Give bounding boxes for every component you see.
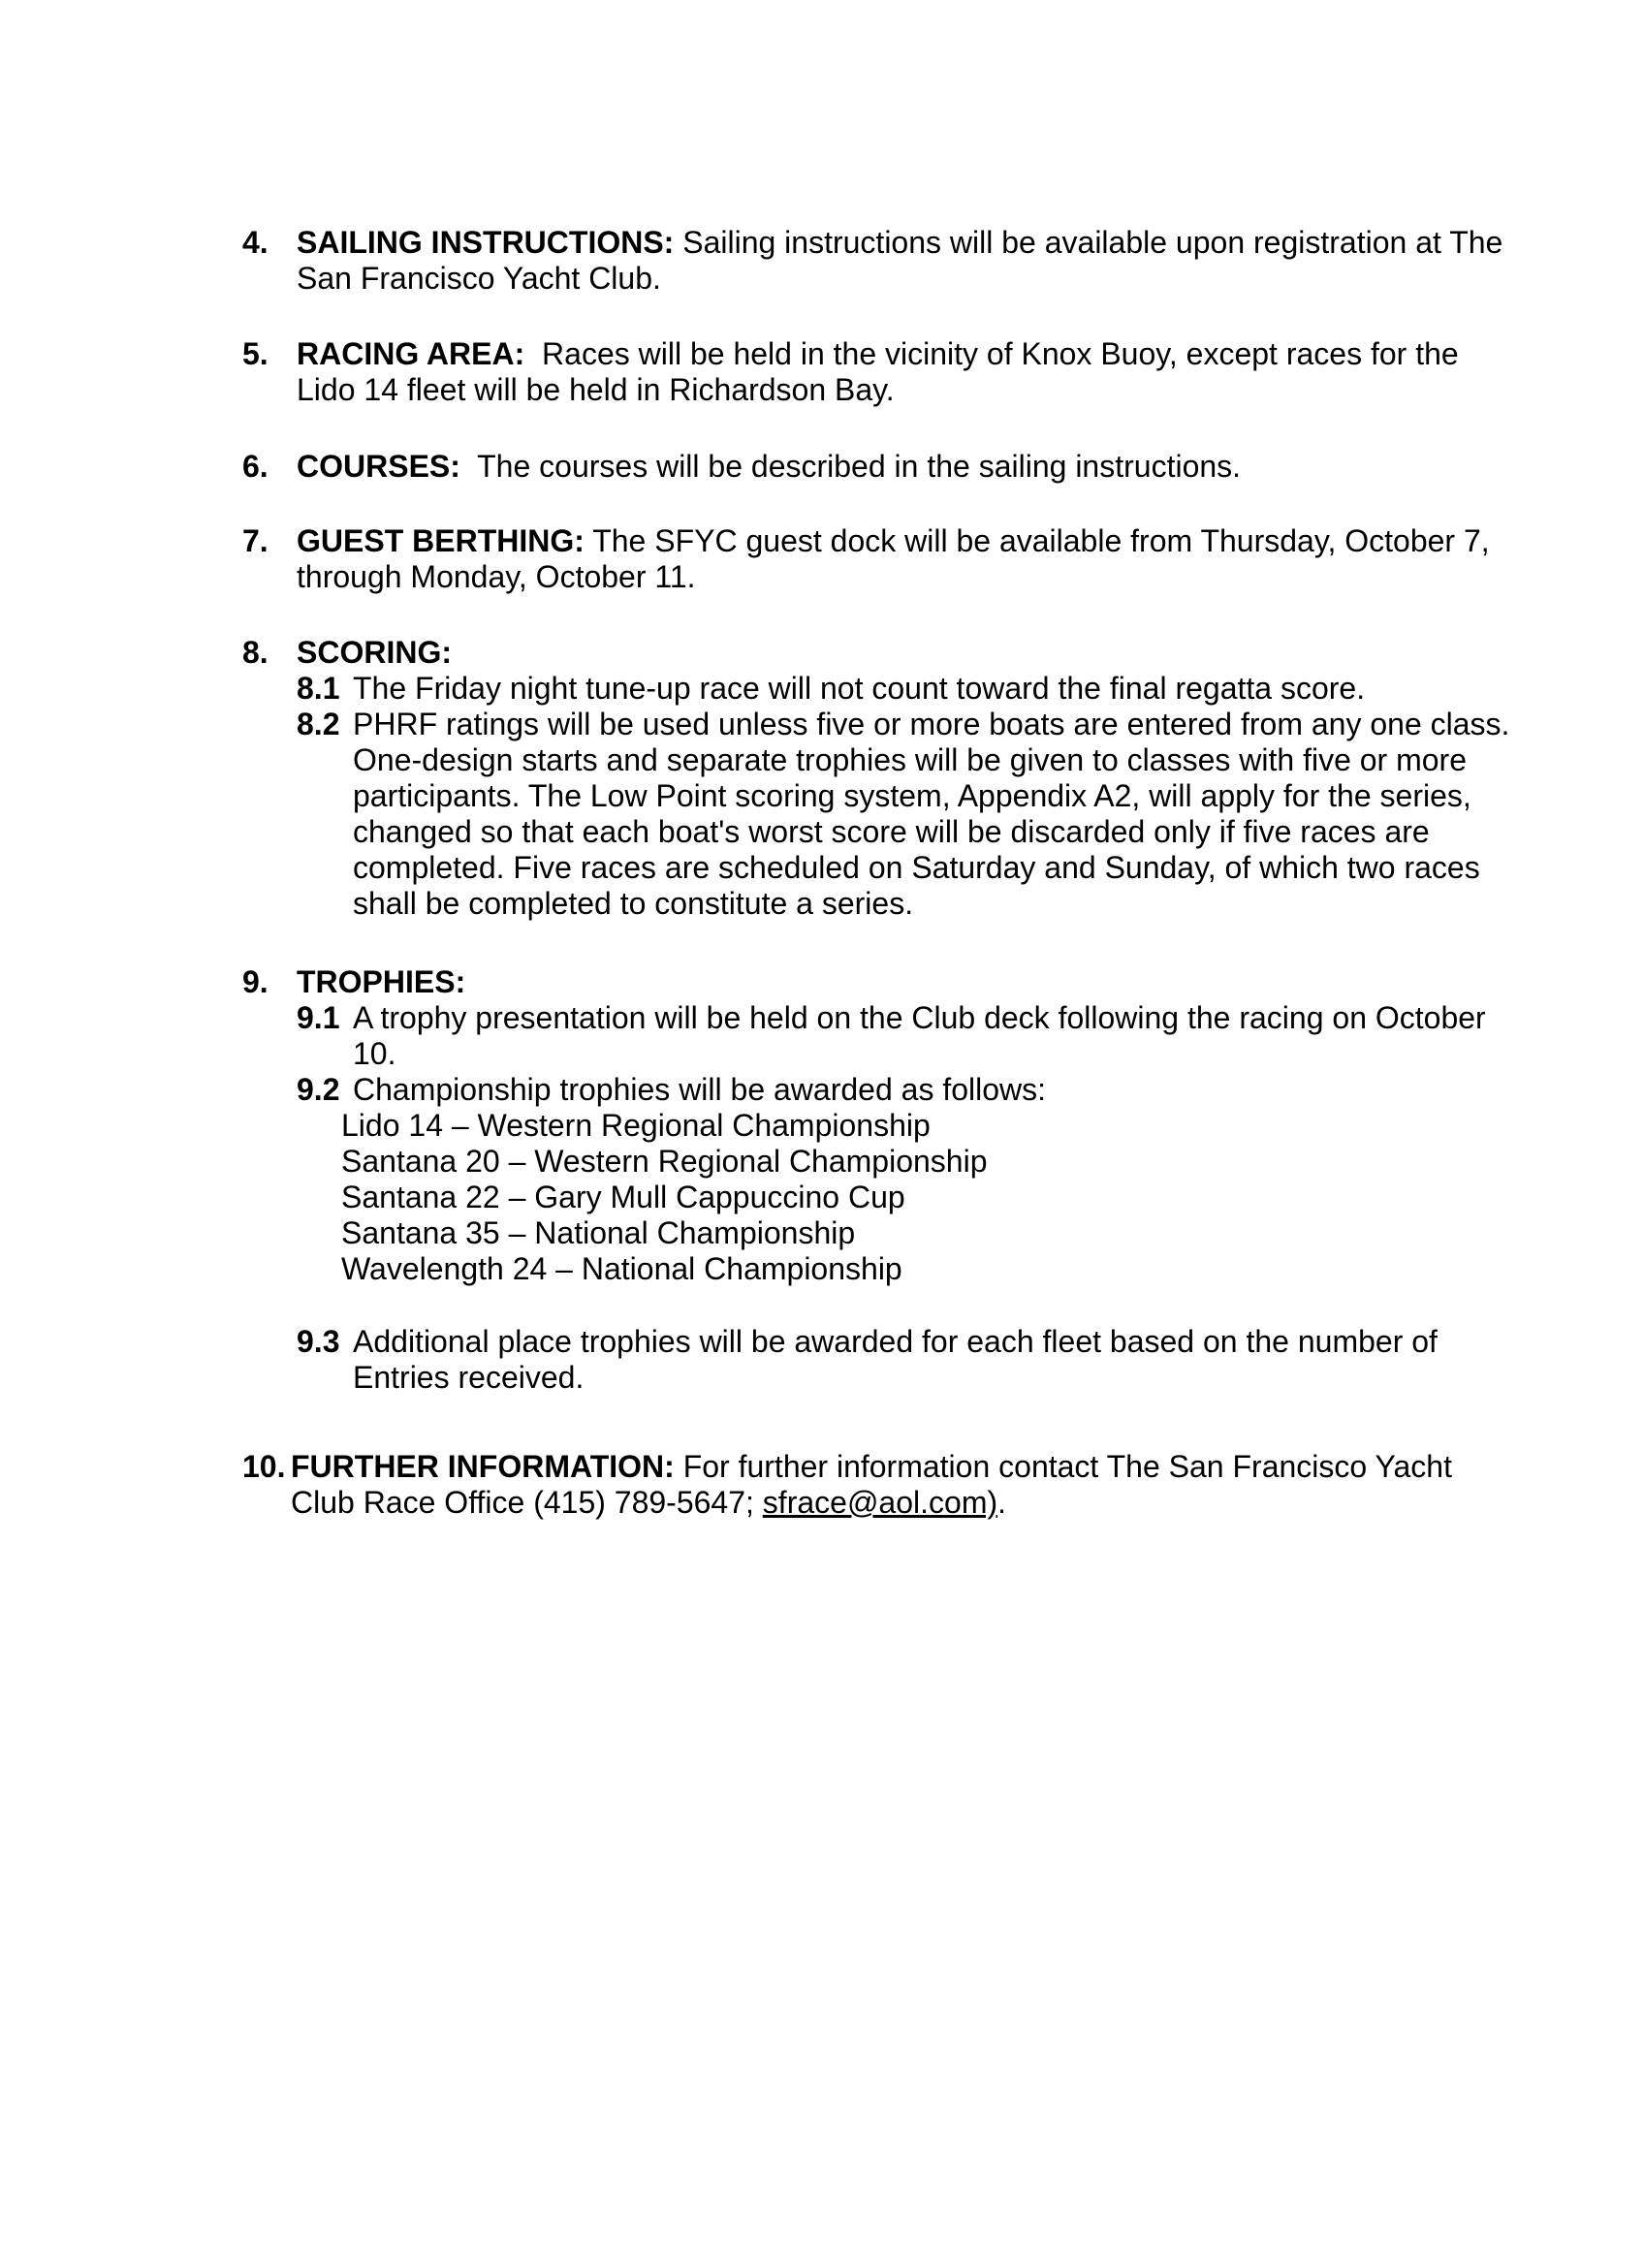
section-number: 4. bbox=[242, 225, 269, 260]
subsection-text: Championship trophies will be awarded as follows: bbox=[353, 1072, 1047, 1107]
subsection-number: 9.1 bbox=[297, 1000, 340, 1035]
section-heading: GUEST BERTHING: bbox=[297, 523, 585, 558]
section-number: 7. bbox=[242, 523, 269, 558]
subsection-8-1 bbox=[297, 671, 1522, 707]
section-trophies bbox=[242, 964, 1522, 1396]
section-guest-berthing bbox=[242, 523, 1522, 595]
list-item: Lido 14 – Western Regional Championship bbox=[341, 1108, 931, 1143]
section-further-information bbox=[242, 1449, 1522, 1521]
email-link[interactable]: sfrace@aol.com) bbox=[762, 1485, 998, 1520]
subsection-9-2 bbox=[297, 1072, 1522, 1287]
section-number: 6. bbox=[242, 449, 269, 484]
section-body bbox=[297, 336, 1522, 408]
subsection-9-3 bbox=[297, 1324, 1522, 1396]
section-number: 8. bbox=[242, 635, 269, 670]
section-heading: SAILING INSTRUCTIONS: bbox=[297, 225, 675, 260]
section-end-punctuation: . bbox=[997, 1485, 1007, 1520]
section-number: 10. bbox=[242, 1449, 286, 1484]
section-text: The courses will be described in the sailing instructions. bbox=[477, 449, 1242, 484]
section-heading: TROPHIES: bbox=[297, 964, 466, 999]
section-body bbox=[297, 523, 1522, 595]
section-body bbox=[297, 635, 1522, 671]
subsection-number: 8.1 bbox=[297, 671, 340, 706]
list-item: Santana 20 – Western Regional Championship bbox=[341, 1144, 988, 1179]
subsection-text: PHRF ratings will be used unless five or more boats are entered from any one class. One-design starts and separate trophies will be given to classes with five or more participants. The Low Point scoring system, Appendix A2, will apply for the series, changed so that each boat's worst score will be discarded only if five races are completed. Five races are scheduled on Saturday and Sunday, of which two races shall be completed to constitute a series. bbox=[353, 707, 1510, 921]
subsection-text: A trophy presentation will be held on the Club deck following the racing on October 10. bbox=[353, 1000, 1486, 1071]
subsection-number: 8.2 bbox=[297, 707, 340, 741]
subsection-number: 9.3 bbox=[297, 1324, 340, 1359]
section-text: The SFYC guest dock will be available from Thursday, October 7, through Monday, October 11. bbox=[297, 523, 1490, 594]
subsection-9-1 bbox=[297, 1000, 1522, 1072]
section-scoring bbox=[242, 635, 1522, 922]
championship-list bbox=[341, 1108, 1522, 1287]
section-heading: RACING AREA: bbox=[297, 336, 525, 371]
section-body bbox=[297, 225, 1522, 297]
subsection-text: Additional place trophies will be awarded for each fleet based on the number of Entries received. bbox=[353, 1324, 1438, 1395]
section-text: Races will be held in the vicinity of Knox Buoy, except races for the Lido 14 fleet will be held in Richardson Bay. bbox=[297, 336, 1459, 407]
section-sailing-instructions bbox=[242, 225, 1522, 297]
subsection-number: 9.2 bbox=[297, 1072, 340, 1107]
section-heading: COURSES: bbox=[297, 449, 460, 484]
section-courses bbox=[242, 449, 1522, 485]
subsection-8-2 bbox=[297, 707, 1522, 922]
list-item: Santana 22 – Gary Mull Cappuccino Cup bbox=[341, 1180, 905, 1214]
section-body bbox=[297, 449, 1522, 485]
list-item: Wavelength 24 – National Championship bbox=[341, 1251, 902, 1286]
section-text: Sailing instructions will be available upon registration at The San Francisco Yacht Club. bbox=[297, 225, 1503, 296]
section-heading: SCORING: bbox=[297, 635, 452, 670]
section-heading: FURTHER INFORMATION: bbox=[291, 1449, 675, 1484]
section-number: 9. bbox=[242, 964, 269, 999]
section-number: 5. bbox=[242, 336, 269, 371]
section-body bbox=[291, 1449, 1522, 1521]
section-text: For further information contact The San Francisco Yacht Club Race Office (415) 789-5647; bbox=[291, 1449, 1452, 1520]
section-body bbox=[297, 964, 1522, 1000]
subsection-text: The Friday night tune-up race will not count toward the final regatta score. bbox=[353, 671, 1366, 706]
section-racing-area bbox=[242, 336, 1522, 408]
list-item: Santana 35 – National Championship bbox=[341, 1215, 856, 1250]
